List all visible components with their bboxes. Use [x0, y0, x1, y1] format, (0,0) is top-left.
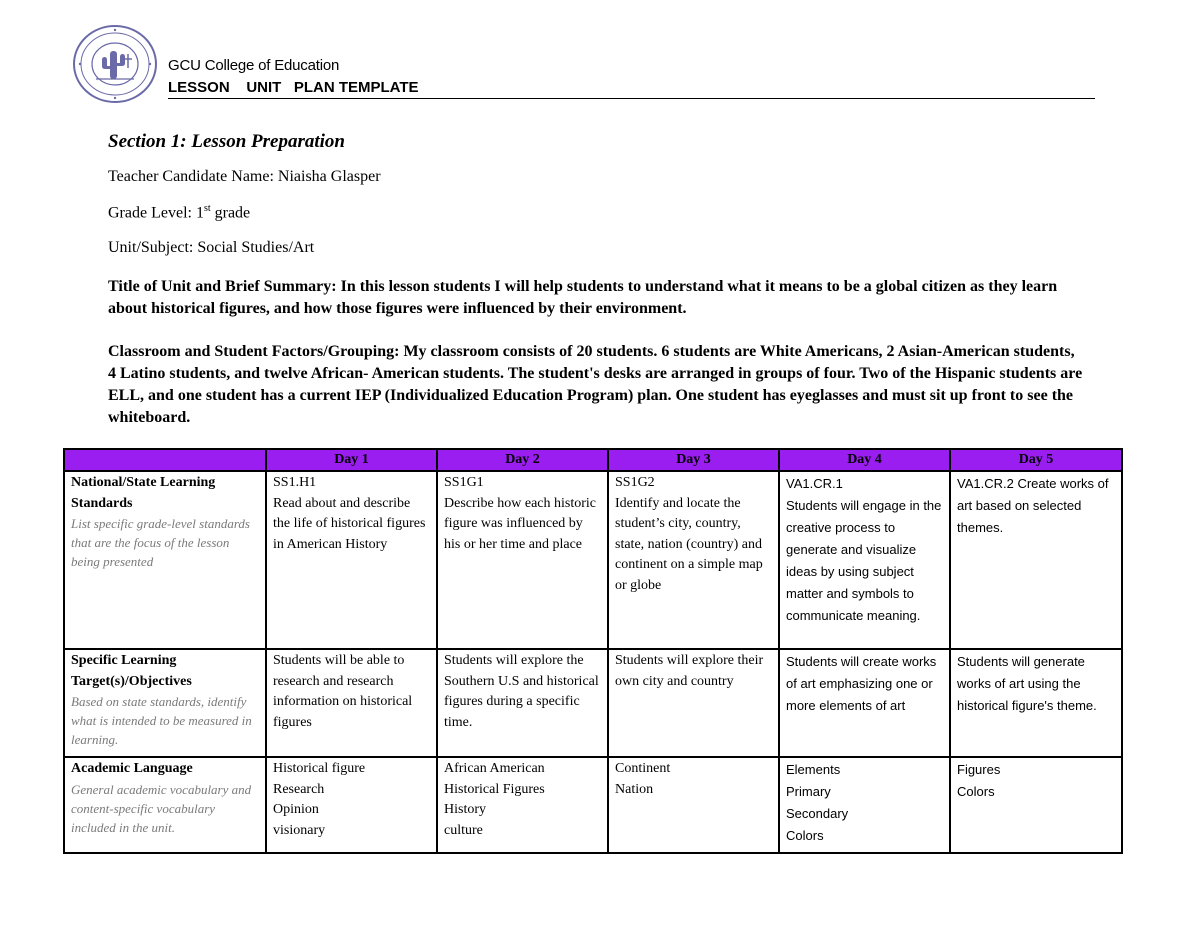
grade-level-superscript: st: [203, 203, 211, 214]
cell-line: VA1.CR.2 Create works of art based on selected themes.: [957, 476, 1109, 535]
row-hint: List specific grade-level standards that are the focus of the lesson being presented: [71, 516, 250, 569]
document-type-title: LESSON UNIT PLAN TEMPLATE: [168, 79, 419, 96]
section-title: Section 1: Lesson Preparation: [108, 131, 345, 152]
table-cell: [608, 649, 779, 757]
cell-line: Nation: [615, 781, 654, 797]
table-cell: [266, 649, 437, 757]
day-4-header: Day 4: [779, 449, 950, 471]
table-cell: [266, 757, 437, 853]
grade-level-text: Grade Level: 1: [108, 204, 204, 222]
table-cell: [437, 471, 608, 649]
cell-line: visionary: [273, 822, 326, 838]
row-title: Specific Learning Target(s)/Objectives: [71, 653, 192, 689]
cell-line: Students will create works of art emphasizing one or more elements of art: [786, 654, 937, 713]
organization-name: GCU College of Education: [168, 57, 340, 74]
table-header-row: [64, 449, 1122, 471]
university-seal-icon: [72, 24, 158, 104]
row-title: Academic Language: [71, 761, 193, 776]
cell-line: Opinion: [273, 802, 319, 817]
cell-line: Elements: [786, 762, 841, 777]
table-cell: [266, 471, 437, 649]
cell-line: SS1.H1: [273, 475, 317, 490]
table-row-academic-language: [64, 757, 1122, 853]
cell-line: Students will explore their own city and country: [615, 653, 764, 689]
day-5-header: Day 5: [950, 449, 1122, 471]
cell-line: Colors: [786, 828, 824, 843]
table-cell: [779, 471, 950, 649]
cell-line: Figures: [957, 762, 1001, 777]
table-row-standards: [64, 471, 1122, 649]
cell-line: African American: [444, 761, 545, 776]
cell-line: Colors: [957, 784, 995, 799]
cell-line: Historical Figures: [444, 781, 545, 797]
classroom-student-factors: Classroom and Student Factors/Grouping: My classroom consists of 20 students. 6 students are White Americans, 2 Asian-American students, 4 Latino students, and twelve African- American students. The student's desks are arranged in groups of four. Two of the Hispanic students are ELL, and one student has a current IEP (Individualized Education Program) plan. One student has eyeglasses and must sit up front to see the whiteboard.: [108, 343, 1083, 426]
day-1-header: Day 1: [266, 449, 437, 471]
day-2-header: Day 2: [437, 449, 608, 471]
lesson-plan-table: [63, 448, 1123, 854]
unit-subject: Unit/Subject: Social Studies/Art: [108, 239, 315, 256]
cell-line: Students will be able to research and research information on historical figures: [273, 653, 413, 730]
row-title: National/State Learning Standards: [71, 475, 216, 511]
table-cell: [608, 757, 779, 853]
cell-line: Describe how each historic figure was influenced by his or her time and place: [444, 495, 596, 552]
cell-line: Historical figure: [273, 761, 366, 776]
cell-line: SS1G2: [615, 475, 655, 490]
table-cell: [437, 649, 608, 757]
grade-level: [108, 203, 250, 222]
table-cell: [608, 471, 779, 649]
cell-line: Continent: [615, 761, 671, 776]
cell-line: Secondary: [786, 806, 849, 821]
cell-line: Identify and locate the student’s city, country, state, nation (country) and continent on a simple map or globe: [615, 495, 763, 593]
teacher-candidate-name: Teacher Candidate Name: Niaisha Glasper: [108, 168, 381, 185]
cell-line: Students will generate works of art using the historical figure's theme.: [957, 654, 1097, 713]
table-cell: [779, 757, 950, 853]
table-cell: [950, 649, 1122, 757]
cell-line: Research: [273, 781, 325, 797]
row-label-cell: [64, 757, 266, 853]
cell-line: Students will explore the Southern U.S and historical figures during a specific time.: [444, 653, 599, 730]
row-hint: Based on state standards, identify what is intended to be measured in learning.: [71, 694, 252, 747]
day-3-header: Day 3: [608, 449, 779, 471]
grade-level-suffix: grade: [210, 204, 251, 222]
cell-line: SS1G1: [444, 475, 484, 490]
cell-line: culture: [444, 822, 483, 838]
row-label-cell: [64, 471, 266, 649]
table-cell: [950, 757, 1122, 853]
table-cell: [950, 471, 1122, 649]
table-cell: [437, 757, 608, 853]
cell-line: History: [444, 802, 486, 817]
header-corner-cell: [64, 449, 266, 471]
cell-line: Read about and describe the life of historical figures in American History: [273, 495, 426, 552]
cell-line: Students will engage in the creative process to generate and visualize ideas by using subject matter and symbols to communicate meaning.: [786, 498, 942, 623]
title-and-summary: Title of Unit and Brief Summary: In this lesson students I will help students to understand what it means to be a global citizen as they learn about historical figures, and how those figures were influenced by their environment.: [108, 278, 1058, 317]
table-cell: [779, 649, 950, 757]
table-row-objectives: [64, 649, 1122, 757]
row-hint: General academic vocabulary and content-specific vocabulary included in the unit.: [71, 781, 252, 835]
cell-line: Primary: [786, 784, 831, 799]
header-divider: [168, 98, 1095, 99]
row-label-cell: [64, 649, 266, 757]
cell-line: VA1.CR.1: [786, 476, 843, 491]
